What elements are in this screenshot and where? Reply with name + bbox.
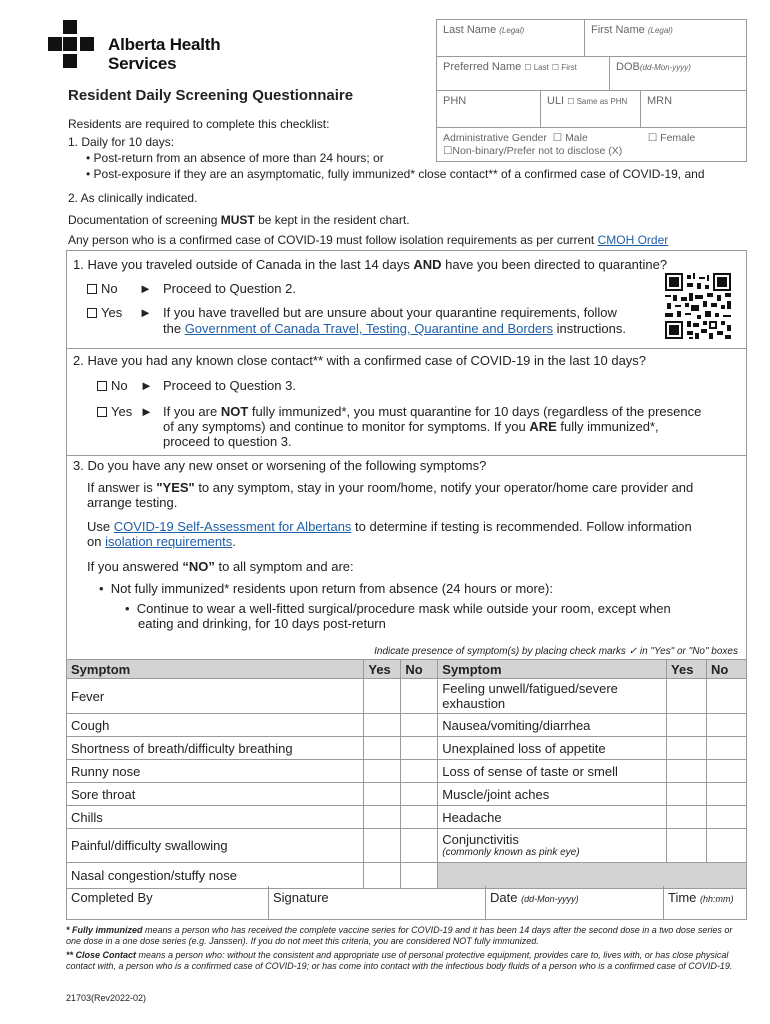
- q1-yes-arrow-icon: ►: [139, 305, 152, 320]
- mrn-field[interactable]: MRN: [641, 91, 747, 128]
- q2-title: 2. Have you had any known close contact** with a confirmed case of COVID-19 in the last 10 days?: [73, 353, 647, 368]
- cmoh-order-link[interactable]: CMOH Order: [597, 233, 669, 247]
- nausea-yes-cell[interactable]: [667, 714, 707, 737]
- taste-yes-cell[interactable]: [667, 760, 707, 783]
- table-row: [67, 760, 747, 783]
- qr-code-icon[interactable]: [665, 273, 731, 339]
- header-yes-right: Yes: [667, 660, 707, 679]
- header-yes-left: Yes: [364, 660, 401, 679]
- symptom-unwell: Feeling unwell/fatigued/severe exhaustion: [438, 679, 667, 714]
- nasal-no-cell[interactable]: [401, 863, 438, 889]
- conjunctivitis-no-cell[interactable]: [707, 829, 747, 863]
- table-header: [67, 660, 747, 679]
- sob-yes-cell[interactable]: [364, 737, 401, 760]
- table-row: [67, 863, 747, 889]
- symptom-conjunctivitis: Conjunctivitis (commonly known as pink eye): [438, 829, 667, 863]
- documentation-note: Documentation of screening MUST be kept in the resident chart.: [68, 213, 410, 227]
- symptom-nasal-congestion: Nasal congestion/stuffy nose: [67, 863, 364, 889]
- q3-bullet1: • Not fully immunized* residents upon return from absence (24 hours or more):: [99, 581, 553, 596]
- swallowing-no-cell[interactable]: [401, 829, 438, 863]
- q2-no-text: Proceed to Question 3.: [163, 378, 296, 393]
- q3-yes-instructions: If answer is "YES" to any symptom, stay in your room/home, notify your operator/home care provider and arrange testing.: [87, 480, 694, 510]
- dob-field[interactable]: DOB(dd-Mon-yyyy): [610, 57, 747, 91]
- table-row: [67, 783, 747, 806]
- q3-title: 3. Do you have any new onset or worsening of the following symptoms?: [73, 458, 487, 473]
- chills-no-cell[interactable]: [401, 806, 438, 829]
- indicate-instruction: Indicate presence of symptom(s) by placing check marks ✓ in "Yes" or "No" boxes: [374, 646, 738, 657]
- headache-yes-cell[interactable]: [667, 806, 707, 829]
- taste-no-cell[interactable]: [707, 760, 747, 783]
- symptom-muscle-aches: Muscle/joint aches: [438, 783, 667, 806]
- isolation-note: Any person who is a confirmed case of COVID-19 must follow isolation requirements as per current CMOH Order: [68, 233, 669, 247]
- gov-canada-travel-link[interactable]: Government of Canada Travel, Testing, Quarantine and Borders: [184, 321, 553, 336]
- table-row: [67, 714, 747, 737]
- self-assessment-link[interactable]: COVID-19 Self-Assessment for Albertans: [113, 519, 352, 534]
- conjunctivitis-yes-cell[interactable]: [667, 829, 707, 863]
- appetite-yes-cell[interactable]: [667, 737, 707, 760]
- unwell-yes-cell[interactable]: [667, 679, 707, 714]
- footnote-fully-immunized: * Fully immunized means a person who has received the complete vaccine series for COVID-19 and it has been 14 days after the second dose in a two dose series or one dose in a one dose series (e.g. Janssen). If you do not meet this criteria, you are considered NOT fully immunized.: [66, 925, 733, 946]
- appetite-no-cell[interactable]: [707, 737, 747, 760]
- ahs-logo-mark: [48, 20, 94, 72]
- uli-field[interactable]: ULI ☐ Same as PHN: [541, 91, 641, 128]
- gender-field: Administrative Gender ☐ Male ☐ Female ☐Non-binary/Prefer not to disclose (X): [443, 132, 696, 157]
- date-field[interactable]: Date (dd-Mon-yyyy): [485, 886, 663, 919]
- symptom-taste-smell: Loss of sense of taste or smell: [438, 760, 667, 783]
- swallowing-yes-cell[interactable]: [364, 829, 401, 863]
- symptom-headache: Headache: [438, 806, 667, 829]
- signature-field[interactable]: Signature: [273, 890, 329, 905]
- fever-yes-cell[interactable]: [364, 679, 401, 714]
- symptom-fever: Fever: [67, 679, 364, 714]
- muscle-no-cell[interactable]: [707, 783, 747, 806]
- symptom-table: [66, 659, 747, 889]
- chills-yes-cell[interactable]: [364, 806, 401, 829]
- sore-throat-no-cell[interactable]: [401, 783, 438, 806]
- page-title: Resident Daily Screening Questionnaire: [68, 87, 354, 104]
- phn-field[interactable]: PHN: [437, 91, 541, 128]
- q1-yes-checkbox[interactable]: [87, 308, 97, 318]
- gender-female-checkbox[interactable]: ☐ Female: [647, 132, 696, 144]
- unwell-no-cell[interactable]: [707, 679, 747, 714]
- ahs-logo-text: [108, 35, 220, 73]
- symptom-shortness-of-breath: Shortness of breath/difficulty breathing: [67, 737, 364, 760]
- table-row: [67, 679, 747, 714]
- intro-bullet2: • Post-exposure if they are an asymptomatic, fully immunized* close contact** of a confirmed case of COVID-19, and: [86, 167, 705, 181]
- intro-line2: 1. Daily for 10 days:: [68, 135, 175, 149]
- preferred-name-field[interactable]: Preferred Name ☐ Last ☐ First: [437, 57, 610, 91]
- logo-line2: Services: [108, 54, 177, 73]
- q1-no-option[interactable]: No: [87, 281, 118, 296]
- completion-row: [66, 886, 747, 920]
- q3-bullet2: • Continue to wear a well-fitted surgical/procedure mask while outside your room, except when eating and drinking, for 10 days post-return: [125, 601, 671, 631]
- isolation-requirements-link[interactable]: isolation requirements: [105, 534, 233, 549]
- cough-no-cell[interactable]: [401, 714, 438, 737]
- header-no-right: No: [707, 660, 747, 679]
- symptom-nausea: Nausea/vomiting/diarrhea: [438, 714, 667, 737]
- fever-no-cell[interactable]: [401, 679, 438, 714]
- table-row: [67, 829, 747, 863]
- q1-yes-option[interactable]: Yes: [87, 305, 122, 320]
- same-as-phn-checkbox[interactable]: ☐ Same as PHN: [567, 97, 628, 106]
- intro-line5: 2. As clinically indicated.: [68, 191, 198, 205]
- symptom-sore-throat: Sore throat: [67, 783, 364, 806]
- q2-yes-checkbox[interactable]: [97, 407, 107, 417]
- empty-grey-cell: [438, 863, 747, 889]
- q1-no-arrow-icon: ►: [139, 281, 152, 296]
- intro-bullet1: • Post-return from an absence of more than 24 hours; or: [86, 151, 384, 165]
- question-3: [66, 455, 747, 659]
- footnote-close-contact: ** Close Contact means a person who: without the consistent and appropriate use of personal protective equipment, provides care to, lives with, or has close physical contact with, a person who is a confirmed case of COVID-19; or has come into contact with the infectious body fluids of a person who is a confirmed case of COVID-19.: [66, 950, 733, 971]
- q2-no-checkbox[interactable]: [97, 381, 107, 391]
- nasal-yes-cell[interactable]: [364, 863, 401, 889]
- intro-line1: Residents are required to complete this checklist:: [68, 117, 330, 131]
- gender-x-checkbox[interactable]: ☐Non-binary/Prefer not to disclose (X): [443, 145, 623, 157]
- q2-yes-option[interactable]: Yes: [97, 404, 132, 419]
- nausea-no-cell[interactable]: [707, 714, 747, 737]
- header-symptom-left: Symptom: [67, 660, 364, 679]
- q3-self-assessment: Use COVID-19 Self-Assessment for Albertans to determine if testing is recommended. Follow information on isolation requirements.: [87, 519, 692, 549]
- logo-line1: Alberta Health: [108, 35, 221, 54]
- symptom-chills: Chills: [67, 806, 364, 829]
- q2-yes-arrow-icon: ►: [140, 404, 153, 419]
- q3-no-intro: If you answered “NO” to all symptom and are:: [87, 559, 354, 574]
- cough-yes-cell[interactable]: [364, 714, 401, 737]
- q1-no-text: Proceed to Question 2.: [163, 281, 296, 296]
- symptom-runny-nose: Runny nose: [67, 760, 364, 783]
- preferred-last-checkbox[interactable]: ☐ Last: [524, 63, 549, 72]
- preferred-first-checkbox[interactable]: ☐ First: [551, 63, 577, 72]
- q1-title: 1. Have you traveled outside of Canada in the last 14 days AND have you been directed to quarantine?: [73, 257, 668, 272]
- q2-no-option[interactable]: No: [97, 378, 128, 393]
- header-no-left: No: [401, 660, 438, 679]
- header-symptom-right: Symptom: [438, 660, 667, 679]
- headache-no-cell[interactable]: [707, 806, 747, 829]
- form-number: 21703(Rev2022-02): [66, 993, 147, 1003]
- q2-no-arrow-icon: ►: [140, 378, 153, 393]
- last-name-field[interactable]: Last Name (Legal): [437, 20, 585, 57]
- q2-yes-text: If you are NOT fully immunized*, you must quarantine for 10 days (regardless of the presence of any symptoms) and continue to monitor for symptoms. If you ARE fully immunized*, proceed to question 3.: [163, 404, 702, 449]
- symptom-cough: Cough: [67, 714, 364, 737]
- sob-no-cell[interactable]: [401, 737, 438, 760]
- q1-yes-text: If you have travelled but are unsure about your quarantine requirements, follow the Government of Canada Travel, Testing, Quarantine and Borders instructions.: [163, 305, 626, 336]
- muscle-yes-cell[interactable]: [667, 783, 707, 806]
- patient-id-box: [436, 19, 747, 162]
- question-2: [66, 348, 747, 455]
- gender-male-checkbox[interactable]: ☐ Male: [552, 132, 588, 144]
- question-1: [66, 250, 747, 348]
- table-row: [67, 806, 747, 829]
- q1-no-checkbox[interactable]: [87, 284, 97, 294]
- table-row: [67, 737, 747, 760]
- completed-by-field[interactable]: Completed By: [67, 886, 269, 919]
- symptom-appetite: Unexplained loss of appetite: [438, 737, 667, 760]
- sore-throat-yes-cell[interactable]: [364, 783, 401, 806]
- runny-nose-no-cell[interactable]: [401, 760, 438, 783]
- symptom-swallowing: Painful/difficulty swallowing: [67, 829, 364, 863]
- time-field[interactable]: Time (hh:mm): [663, 886, 747, 919]
- runny-nose-yes-cell[interactable]: [364, 760, 401, 783]
- first-name-field[interactable]: First Name (Legal): [585, 20, 747, 57]
